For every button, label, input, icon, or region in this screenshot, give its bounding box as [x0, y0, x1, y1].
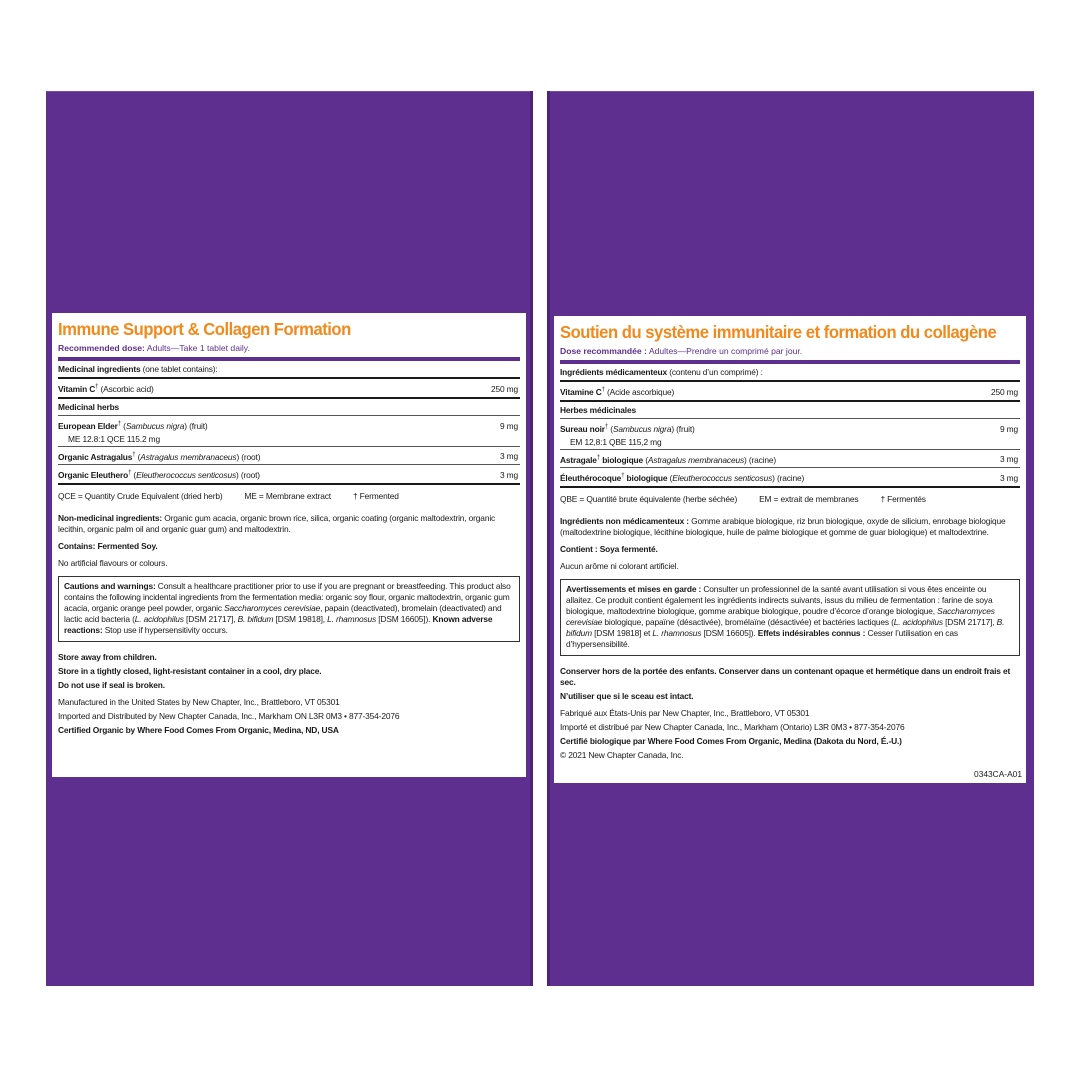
adverse-label: Known adverse reactions:: [64, 614, 493, 636]
vit-amount: 250 mg: [990, 386, 1018, 397]
warn-text: [DSM 19818],: [273, 614, 328, 625]
english-label: [52, 313, 526, 777]
nonmed-text: Organic gum acacia, organic brown rice, silica, organic coating (organic maltodextrin, organic lecithin, organic palm oil and organic guar gum) and maltodextrin.: [58, 513, 496, 535]
herb1-name: Sureau noir: [560, 423, 605, 434]
importer-line: Imported and Distributed by New Chapter Canada, Inc., Markham ON L3R 0M3 • 877-354-2076: [58, 711, 400, 722]
herb1-part: (fruit): [676, 423, 695, 434]
warn-label: Avertissements et mises en garde :: [566, 584, 702, 595]
dose-text: Adultes—Prendre un comprimé par jour.: [646, 346, 803, 356]
storage-instructions: [560, 666, 1020, 702]
herb3-latin: Eleutherococcus senticosus: [136, 470, 236, 481]
herb3-part: (root): [240, 470, 260, 481]
warn-italic: L. rhamnosus: [327, 614, 377, 625]
herb1-extract-ratio: ME 12.8:1 QCE 115.2 mg: [68, 433, 160, 444]
recommended-dose: [560, 345, 1020, 357]
vitamin-c-row: [560, 382, 1020, 400]
herb1-amount: 9 mg: [499, 420, 518, 431]
herb3-amount: 3 mg: [499, 470, 518, 481]
herb1-amount: 9 mg: [999, 423, 1018, 434]
legend-em: EM = extrait de membranes: [759, 494, 859, 505]
vit-detail: (Ascorbic acid): [98, 383, 154, 394]
herb3-suffix: biologique: [624, 473, 668, 484]
warn-text: [DSM 16605]).: [701, 628, 758, 639]
warn-italic: Saccharomyces cerevisiae: [566, 606, 995, 628]
vit-name: Vitamin C: [58, 383, 96, 394]
dose-text: Adults—Take 1 tablet daily.: [144, 343, 250, 353]
herb-row-astragalus: Organic Astragalus† (Astragalus membranaceus) (root) 3 mg: [58, 451, 518, 462]
legend-qce: QCE = Quantity Crude Equivalent (dried herb): [58, 491, 223, 502]
fermented-mark: †: [128, 470, 132, 477]
herb-row-elder: Sureau noir† (Sambucus nigra) (fruit) 9 mg: [560, 423, 1018, 434]
cautions-box: [58, 576, 520, 642]
fermented-mark: †: [604, 423, 609, 430]
certification-line: Certifié biologique par Where Food Comes From Organic, Medina (Dakota du Nord, É.-U.): [560, 736, 902, 747]
dose-label: Dose recommandée :: [560, 346, 647, 356]
warn-text: , papain (deactivated), bromelain (deactivated) and lactic acid bacteria (: [64, 603, 502, 625]
herb2-part: (root): [241, 451, 261, 462]
med-ing-note: (one tablet contains):: [140, 364, 218, 374]
med-ing-label: Medicinal ingredients: [58, 364, 141, 374]
warn-text: Consult a healthcare practitioner prior to use if you are pregnant or breastfeeding. This product also contains the following incidental ingredients from the fermentation media: organic soy flour, organic maltodextrin, organic gum acacia, organic orange peel powder, organic: [64, 581, 511, 614]
english-panel: [46, 91, 533, 986]
herb2-amount: 3 mg: [999, 454, 1018, 465]
herb1-extract-ratio: EM 12,8:1 QBE 115,2 mg: [570, 436, 662, 447]
cautions-box: [560, 579, 1020, 656]
no-artificial: No artificial flavours or colours.: [58, 558, 168, 569]
fermented-mark: †: [117, 420, 121, 427]
french-label: [554, 316, 1026, 783]
importer-line: Importé et distribué par New Chapter Canada, Inc., Markham (Ontario) L3R 0M3 • 877-354-2076: [560, 722, 905, 733]
med-ing-note: (contenu d’un comprimé) :: [667, 367, 763, 377]
herbs-label: Herbes médicinales: [560, 404, 636, 415]
warn-italic: B. bifidum: [566, 617, 1005, 639]
herb-row-astragalus: Astragale† biologique (Astragalus membranaceus) (racine) 3 mg: [560, 454, 1018, 465]
legend-fermented: † Fermentés: [880, 494, 926, 505]
adverse-text: Stop use if hypersensitivity occurs.: [102, 625, 228, 636]
herb3-name: Éleuthérocoque: [560, 473, 622, 484]
nonmed-label: Non-medicinal ingredients:: [58, 513, 163, 524]
fermented-mark: †: [596, 454, 601, 461]
adverse-text: Cesser l’utilisation en cas d’hypersensibilité.: [566, 628, 958, 650]
medicinal-herbs-header: [560, 402, 1020, 418]
herb1-name: European Elder: [58, 420, 118, 431]
warn-text: biologique, papaïne (désactivée), bromélaïne (désactivée) et bactéries lactiques (: [602, 617, 894, 628]
manufacturer-info: [58, 697, 520, 736]
fermented-mark: †: [621, 473, 625, 480]
herb2-name: Organic Astragalus: [58, 451, 133, 462]
herb3-amount: 3 mg: [999, 473, 1018, 484]
dose-label: Recommended dose:: [58, 343, 145, 353]
abbreviation-legend: [58, 485, 520, 502]
herb1-part: (fruit): [189, 420, 208, 431]
store-line: Do not use if seal is broken.: [58, 680, 165, 691]
store-line: N’utiliser que si le sceau est intact.: [560, 691, 694, 702]
herb2-amount: 3 mg: [499, 451, 518, 462]
english-title: Immune Support & Collagen Formation: [58, 319, 351, 339]
non-medicinal-ingredients: [58, 513, 520, 535]
contains-text: Contient : Soya fermenté.: [560, 544, 658, 555]
herb2-name: Astragale: [560, 454, 597, 465]
french-panel: [547, 91, 1034, 986]
panel-edge: [547, 91, 550, 986]
warn-italic: B. bifidum: [237, 614, 274, 625]
warn-italic: L. acidophilus: [893, 617, 943, 628]
abbreviation-legend: [560, 488, 1020, 505]
herb3-part: (racine): [776, 473, 805, 484]
medicinal-ingredients-header: [560, 364, 1020, 380]
warn-text: Consulter un professionnel de la santé avant utilisation si vous êtes enceinte ou allaitez. Ce produit contient également les ingrédients indirects suivants, issus du milieu de fermentation : farine de soya biologique, maltodextrine biologique, gomme arabique biologique, poudre d’écorce d’orange biologique,: [566, 584, 993, 617]
warn-italic: Saccharomyces cerevisiae: [224, 603, 321, 614]
legend-me: ME = Membrane extract: [244, 491, 331, 502]
warn-text: [DSM 19818] et: [591, 628, 653, 639]
nonmed-label: Ingrédients non médicamenteux :: [560, 516, 689, 527]
warn-text: [DSM 21717],: [183, 614, 238, 625]
store-line: Store away from children.: [58, 652, 157, 663]
warn-label: Cautions and warnings:: [64, 581, 156, 592]
panel-edge: [530, 91, 533, 986]
herb1-latin: Sambucus nigra: [125, 420, 185, 431]
store-line: Store in a tightly closed, light-resistant container in a cool, dry place.: [58, 666, 322, 677]
medicinal-herbs-header: [58, 399, 520, 415]
warn-text: [DSM 16605]).: [376, 614, 433, 625]
legend-fermented: † Fermented: [352, 491, 399, 502]
manufacturer-line: Fabriqué aux États-Unis par New Chapter, Inc., Brattleboro, VT 05301: [560, 708, 810, 719]
manufacturer-line: Manufactured in the United States by New Chapter, Inc., Brattleboro, VT 05301: [58, 697, 340, 708]
fermented-mark: †: [601, 387, 605, 393]
storage-instructions: [58, 652, 520, 691]
warn-text: [DSM 21717],: [942, 617, 997, 628]
medicinal-ingredients-header: [58, 361, 520, 377]
med-ing-label: Ingrédients médicamenteux: [560, 367, 668, 377]
herb-row-elder: European Elder† (Sambucus nigra) (fruit) 9 mg: [58, 420, 518, 431]
nonmed-text: Gomme arabique biologique, riz brun biologique, oxyde de silicium, enrobage biologique (maltodextrine biologique, lécithine biologique, huile de palme biologique et gomme de guar biologique) et maltodextrine.: [560, 516, 1006, 538]
herb2-latin: Astragalus membranaceus: [647, 454, 745, 465]
fermented-mark: †: [132, 451, 136, 458]
store-line: Conserver hors de la portée des enfants. Conserver dans un contenant opaque et hermétique dans un endroit frais et sec.: [560, 666, 1011, 688]
no-artificial: Aucun arôme ni colorant artificiel.: [560, 561, 679, 572]
fermented-mark: †: [95, 384, 99, 390]
french-title: Soutien du système immunitaire et formation du collagène: [560, 322, 997, 342]
certification-line: Certified Organic by Where Food Comes From Organic, Medina, ND, USA: [58, 725, 339, 736]
copyright-line: © 2021 New Chapter Canada, Inc.: [560, 750, 684, 761]
contains-allergen: [58, 541, 520, 552]
legend-qbe: QBE = Quantité brute équivalente (herbe séchée): [560, 494, 738, 505]
herb3-latin: Eleutherococcus senticosus: [672, 473, 773, 484]
non-medicinal-ingredients: [560, 516, 1020, 538]
herb-row-eleuthero: Organic Eleuthero† (Eleutherococcus senticosus) (root) 3 mg: [58, 470, 518, 481]
vit-name: Vitamine C: [560, 386, 602, 397]
contains-allergen: [560, 544, 1020, 555]
vit-amount: 250 mg: [490, 383, 518, 394]
manufacturer-info: [560, 708, 1020, 761]
vit-detail: (Acide ascorbique): [604, 386, 675, 397]
contains-text: Contains: Fermented Soy.: [58, 541, 158, 552]
lot-code: 0343CA-A01: [974, 769, 1022, 779]
warn-italic: L. rhamnosus: [652, 628, 702, 639]
herb2-latin: Astragalus membranaceus: [140, 451, 237, 462]
warn-italic: L. acidophilus: [134, 614, 184, 625]
herb2-part: (racine): [748, 454, 777, 465]
herb3-name: Organic Eleuthero: [58, 470, 129, 481]
vitamin-c-row: [58, 379, 520, 397]
adverse-label: Effets indésirables connus :: [757, 628, 866, 639]
herb2-suffix: biologique: [600, 454, 644, 465]
herb1-latin: Sambucus nigra: [612, 423, 672, 434]
herb-row-eleuthero: Éleuthérocoque† biologique (Eleutherococcus senticosus) (racine) 3 mg: [560, 473, 1018, 484]
recommended-dose: [58, 342, 520, 354]
herbs-label: Medicinal herbs: [58, 401, 120, 412]
